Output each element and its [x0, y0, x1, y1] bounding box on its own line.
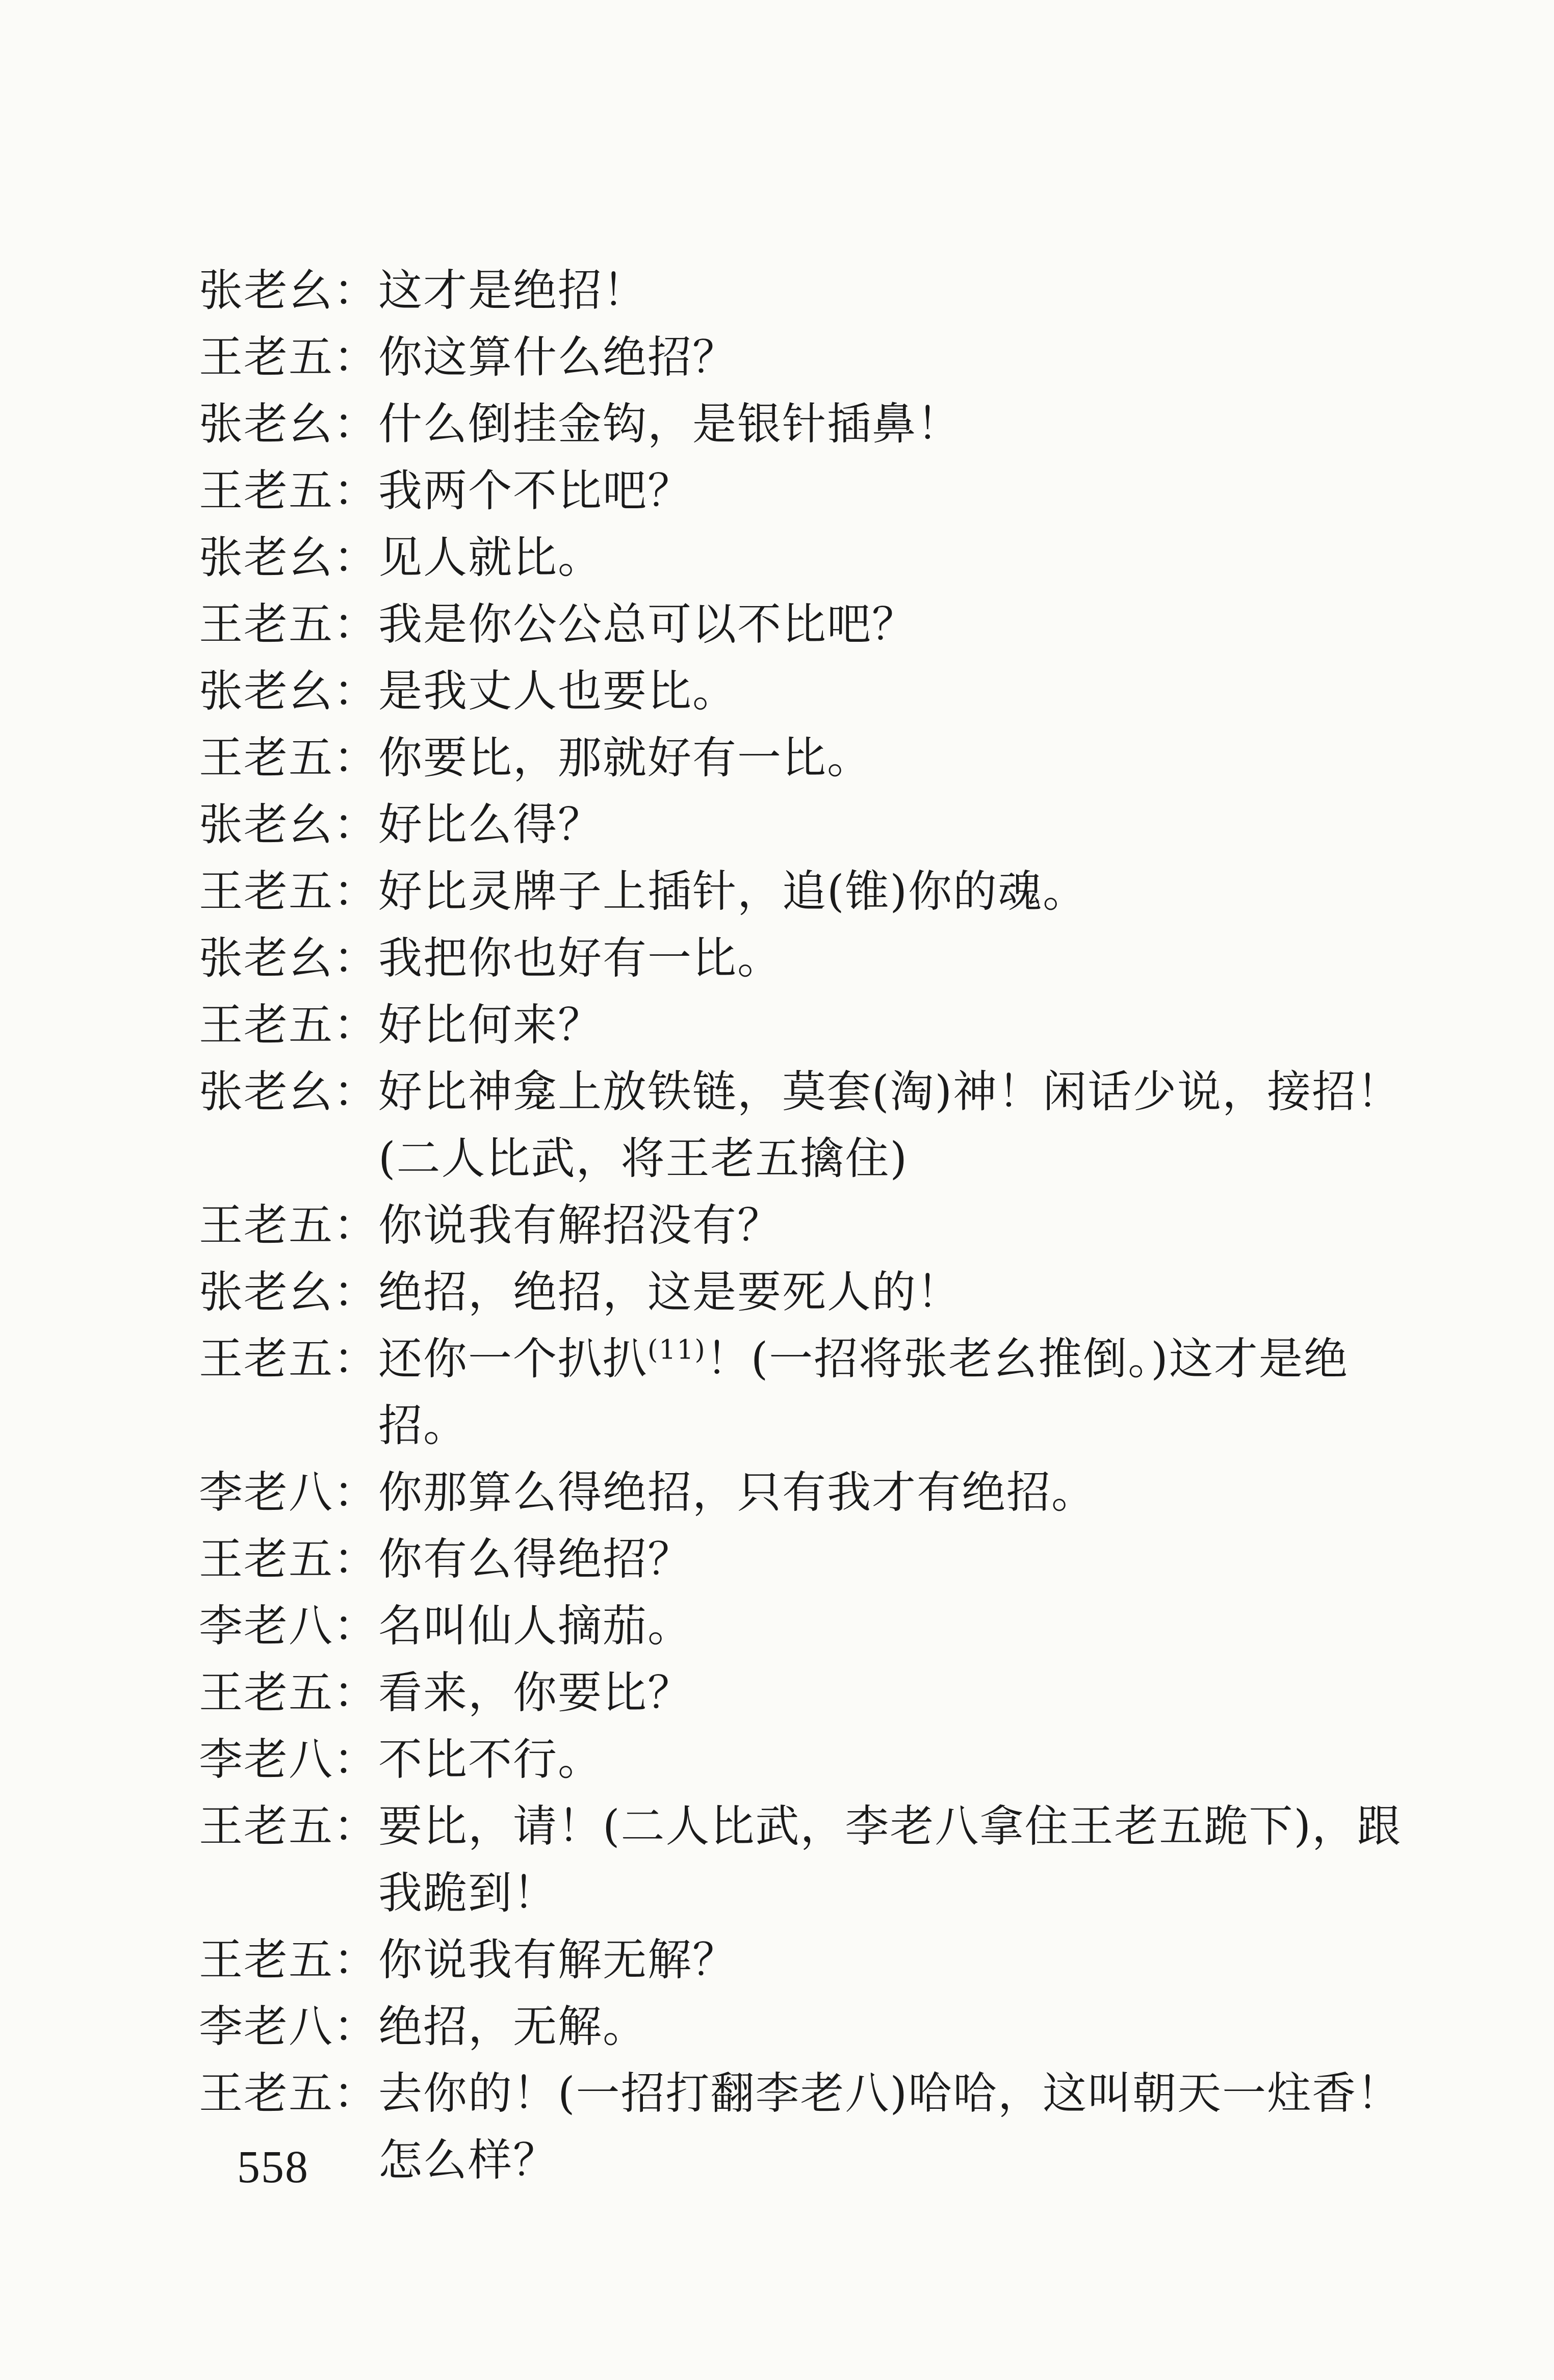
speaker-name: 王老五 — [199, 733, 333, 783]
dialogue-text: 我是你公公总可以不比吧？ — [378, 599, 917, 650]
speaker-colon: ： — [333, 465, 378, 516]
speaker-name: 王老五 — [199, 599, 333, 650]
dialogue-text: 你说我有解无解？ — [378, 1934, 737, 1985]
dialogue-text-part: ！(一招将张老幺推倒。)这才是绝招。 — [378, 1333, 1349, 1451]
dialogue-line — [199, 1593, 1402, 1660]
speaker-colon: ： — [333, 2001, 378, 2052]
speaker-name: 张老幺 — [199, 933, 333, 984]
speaker-name: 张老幺 — [199, 532, 333, 583]
dialogue-line — [199, 1660, 1402, 1727]
dialogue-line — [199, 792, 1402, 858]
speaker-colon: ： — [333, 866, 378, 917]
dialogue-text: 我两个不比吧？ — [378, 465, 692, 516]
dialogue-text: 这才是绝招！ — [378, 265, 648, 316]
dialogue-text: 绝招，无解。 — [378, 2001, 648, 2052]
speaker-colon: ： — [333, 1534, 378, 1585]
speaker-colon: ： — [333, 265, 378, 316]
speaker-name: 王老五 — [199, 332, 333, 383]
dialogue-text: 你要比，那就好有一比。 — [378, 733, 872, 783]
speaker-colon: ： — [333, 1601, 378, 1652]
dialogue-text: 名叫仙人摘茄。 — [378, 1601, 692, 1652]
dialogue-line — [199, 2060, 1402, 2194]
dialogue-line — [199, 257, 1402, 324]
speaker-colon: ： — [333, 599, 378, 650]
dialogue-line — [199, 658, 1402, 725]
dialogue-line — [199, 1059, 1402, 1192]
dialogue-text: 什么倒挂金钩，是银针插鼻！ — [378, 399, 962, 450]
footnote-reference: (11) — [648, 1335, 706, 1366]
speaker-name: 李老八 — [199, 1467, 333, 1518]
dialogue-line — [199, 992, 1402, 1059]
dialogue-text: 你那算么得绝招，只有我才有绝招。 — [378, 1467, 1096, 1518]
dialogue-line — [199, 324, 1402, 391]
speaker-name: 王老五 — [199, 1534, 333, 1585]
dialogue-text: 你有么得绝招？ — [378, 1534, 692, 1585]
speaker-colon: ： — [333, 1200, 378, 1251]
speaker-name: 王老五 — [199, 1801, 333, 1852]
dialogue-line — [199, 1526, 1402, 1593]
speaker-name: 王老五 — [199, 2068, 333, 2119]
dialogue-text: 见人就比。 — [378, 532, 603, 583]
speaker-colon: ： — [333, 1333, 378, 1384]
speaker-name: 王老五 — [199, 1934, 333, 1985]
speaker-colon: ： — [333, 1000, 378, 1051]
speaker-colon: ： — [333, 1267, 378, 1318]
speaker-colon: ： — [333, 733, 378, 783]
dialogue-line — [199, 1192, 1402, 1259]
dialogue-text: 好比神龛上放铁链，莫套(淘)神！闲话少说，接招！(二人比武，将王老五擒住) — [378, 1066, 1402, 1184]
speaker-name: 王老五 — [199, 465, 333, 516]
speaker-name: 李老八 — [199, 1601, 333, 1652]
dialogue-text: 绝招，绝招，这是要死人的！ — [378, 1267, 962, 1318]
dialogue-text — [378, 1326, 1402, 1459]
speaker-name: 张老幺 — [199, 399, 333, 450]
speaker-colon: ： — [333, 1801, 378, 1852]
dialogue-line — [199, 1727, 1402, 1793]
dialogue-text-part: 还你一个扒扒 — [378, 1333, 648, 1384]
speaker-name: 李老八 — [199, 2001, 333, 2052]
dialogue-line — [199, 391, 1402, 458]
speaker-colon: ： — [333, 1467, 378, 1518]
speaker-colon: ： — [333, 933, 378, 984]
speaker-colon: ： — [333, 1934, 378, 1985]
speaker-name: 李老八 — [199, 1734, 333, 1785]
dialogue-line — [199, 925, 1402, 992]
dialogue-line — [199, 1793, 1402, 1927]
speaker-colon: ： — [333, 1066, 378, 1117]
speaker-colon: ： — [333, 1734, 378, 1785]
page-number: 558 — [237, 2142, 309, 2192]
speaker-colon: ： — [333, 1667, 378, 1718]
dialogue-line — [199, 1994, 1402, 2060]
dialogue-line — [199, 1927, 1402, 1994]
dialogue-line — [199, 725, 1402, 792]
speaker-colon: ： — [333, 399, 378, 450]
speaker-name: 张老幺 — [199, 666, 333, 717]
dialogue-text: 要比，请！(二人比武，李老八拿住王老五跪下)，跟我跪到！ — [378, 1801, 1402, 1919]
speaker-name: 张老幺 — [199, 1267, 333, 1318]
dialogue-text: 是我丈人也要比。 — [378, 666, 737, 717]
dialogue-line — [199, 1259, 1402, 1326]
dialogue-line — [199, 1326, 1402, 1459]
dialogue-text: 你说我有解招没有？ — [378, 1200, 782, 1251]
speaker-name: 王老五 — [199, 1000, 333, 1051]
dialogue-line — [199, 1459, 1402, 1526]
dialogue-line — [199, 458, 1402, 525]
dialogue-text: 好比么得？ — [378, 799, 603, 850]
speaker-colon: ： — [333, 666, 378, 717]
speaker-name: 王老五 — [199, 1200, 333, 1251]
dialogue-line — [199, 525, 1402, 591]
speaker-name: 王老五 — [199, 866, 333, 917]
dialogue-text: 你这算什么绝招？ — [378, 332, 737, 383]
speaker-colon: ： — [333, 532, 378, 583]
speaker-name: 张老幺 — [199, 265, 333, 316]
dialogue-text: 不比不行。 — [378, 1734, 603, 1785]
speaker-colon: ： — [333, 799, 378, 850]
speaker-colon: ： — [333, 2068, 378, 2119]
speaker-name: 张老幺 — [199, 799, 333, 850]
dialogue-block — [199, 257, 1402, 2194]
dialogue-text: 好比灵牌子上插针，追(锥)你的魂。 — [378, 866, 1088, 917]
dialogue-text: 看来，你要比？ — [378, 1667, 692, 1718]
speaker-name: 王老五 — [199, 1667, 333, 1718]
dialogue-line — [199, 591, 1402, 658]
dialogue-text: 去你的！(一招打翻李老八)哈哈，这叫朝天一炷香！怎么样？ — [378, 2068, 1402, 2186]
dialogue-text: 我把你也好有一比。 — [378, 933, 782, 984]
speaker-name: 张老幺 — [199, 1066, 333, 1117]
speaker-name: 王老五 — [199, 1333, 333, 1384]
dialogue-line — [199, 858, 1402, 925]
speaker-colon: ： — [333, 332, 378, 383]
dialogue-text: 好比何来？ — [378, 1000, 603, 1051]
